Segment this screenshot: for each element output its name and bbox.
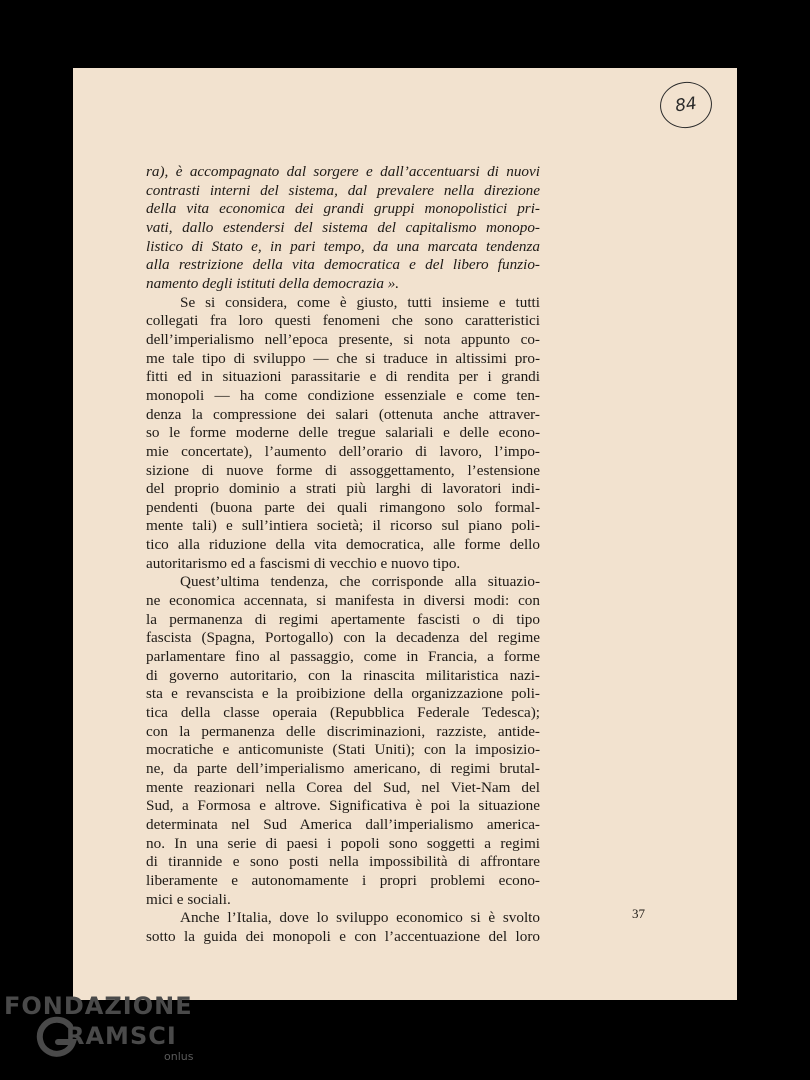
- text-line: listico di Stato e, in pari tempo, da una marcata tendenza: [146, 237, 540, 255]
- paragraph: [146, 294, 540, 574]
- text-line: me tale tipo di sviluppo — che si traduce in altissimi pro-: [146, 349, 540, 367]
- text-line: dell’imperialismo nell’epoca presente, si nota appunto co-: [146, 330, 540, 348]
- text-line: del proprio dominio a strati più larghi di lavoratori indi-: [146, 480, 540, 498]
- text-line: alla restrizione della vita democratica e del libero funzio-: [146, 256, 540, 274]
- text-line: pendenti (buona parte dei quali rimangono solo formal-: [146, 498, 540, 516]
- text-line: collegati fra loro questi fenomeni che sono caratteristici: [146, 312, 540, 330]
- text-line: con la permanenza delle discriminazioni, razziste, antide-: [146, 722, 540, 740]
- text-line: mici e sociali.: [146, 890, 231, 908]
- text-line: denza la compressione dei salari (ottenuta anche attraver-: [146, 405, 540, 423]
- handwritten-page-annotation: 84: [657, 79, 715, 132]
- text-line: di tirannide e sono posti nella impossibilità di affrontare: [146, 853, 540, 871]
- fondazione-gramsci-logo: [4, 992, 204, 1072]
- text-line: mocratiche e anticomuniste (Stati Uniti); con la imposizio-: [146, 741, 540, 759]
- text-line: no. In una serie di paesi i popoli sono soggetti a regimi: [146, 834, 540, 852]
- text-line: autoritarismo ed a fascismi di vecchio e nuovo tipo.: [146, 554, 461, 572]
- logo-text-fondazione: FONDAZIONE: [4, 992, 193, 1020]
- text-line: tica della classe operaia (Repubblica Federale Tedesca);: [146, 704, 540, 722]
- text-line: mente tali) e sull’intiera società; il ricorso sul piano poli-: [146, 517, 540, 535]
- text-line: di governo autoritario, con la rinascita militaristica nazi-: [146, 666, 540, 684]
- body-text: [146, 163, 540, 947]
- text-line: della vita economica dei grandi gruppi monopolistici pri-: [146, 200, 540, 218]
- text-line: ra), è accompagnato dal sorgere e dall’accentuarsi di nuovi: [146, 163, 540, 180]
- text-line: fascista (Spagna, Portogallo) con la decadenza del regime: [146, 629, 540, 647]
- text-line: ne economica accennata, si manifesta in diversi modi: con: [146, 592, 540, 610]
- text-line: Sud, a Formosa e altrove. Significativa è poi la situazione: [146, 797, 540, 815]
- paragraph: [146, 909, 540, 946]
- text-line: Se si considera, come è giusto, tutti insieme e tutti: [180, 293, 540, 311]
- text-line: tico alla riduzione della vita democratica, alle forme dello: [146, 536, 540, 554]
- logo-text-gramsci: RAMSCI: [66, 1022, 177, 1050]
- text-line: mie concertate), l’aumento dell’orario di lavoro, l’impo-: [146, 442, 540, 460]
- paragraph-quote: [146, 163, 540, 294]
- text-line: sizione di nuove forme di assoggettamento, l’estensione: [146, 461, 540, 479]
- text-line: parlamentare fino al passaggio, come in Francia, a forme: [146, 648, 540, 666]
- text-line: Anche l’Italia, dove lo sviluppo economico si è svolto: [180, 909, 540, 927]
- text-line: monopoli — ha come condizione essenziale e come ten-: [146, 386, 540, 404]
- logo-text-onlus: onlus: [164, 1050, 194, 1063]
- text-line: liberamente e autonomamente i propri problemi econo-: [146, 871, 540, 889]
- text-line: ne, da parte dell’imperialismo americano, di regimi brutal-: [146, 760, 540, 777]
- text-line: contrasti interni del sistema, dal prevalere nella direzione: [146, 181, 540, 199]
- text-line: so le forme moderne delle tregue salariali e delle econo-: [146, 424, 540, 442]
- text-line: sotto la guida dei monopoli e con l’accentuazione del loro: [146, 927, 540, 945]
- paragraph: [146, 573, 540, 909]
- text-line: Quest’ultima tendenza, che corrisponde alla situazio-: [180, 573, 540, 591]
- text-line: vati, dallo estendersi del sistema del capitalismo monopo-: [146, 218, 540, 236]
- text-line: namento degli istituti della democrazia ».: [146, 274, 400, 292]
- text-line: mente reazionari nella Corea del Sud, nel Viet-Nam del: [146, 778, 540, 796]
- text-line: sta e revanscista e la proibizione della organizzazione poli-: [146, 685, 540, 703]
- text-line: determinata nel Sud America dall’imperialismo america-: [146, 815, 540, 833]
- page-number: 37: [632, 906, 645, 921]
- text-line: la permanenza di regimi apertamente fascisti o di tipo: [146, 610, 540, 628]
- text-line: fitti ed in situazioni parassitarie e di rendita per i grandi: [146, 368, 540, 386]
